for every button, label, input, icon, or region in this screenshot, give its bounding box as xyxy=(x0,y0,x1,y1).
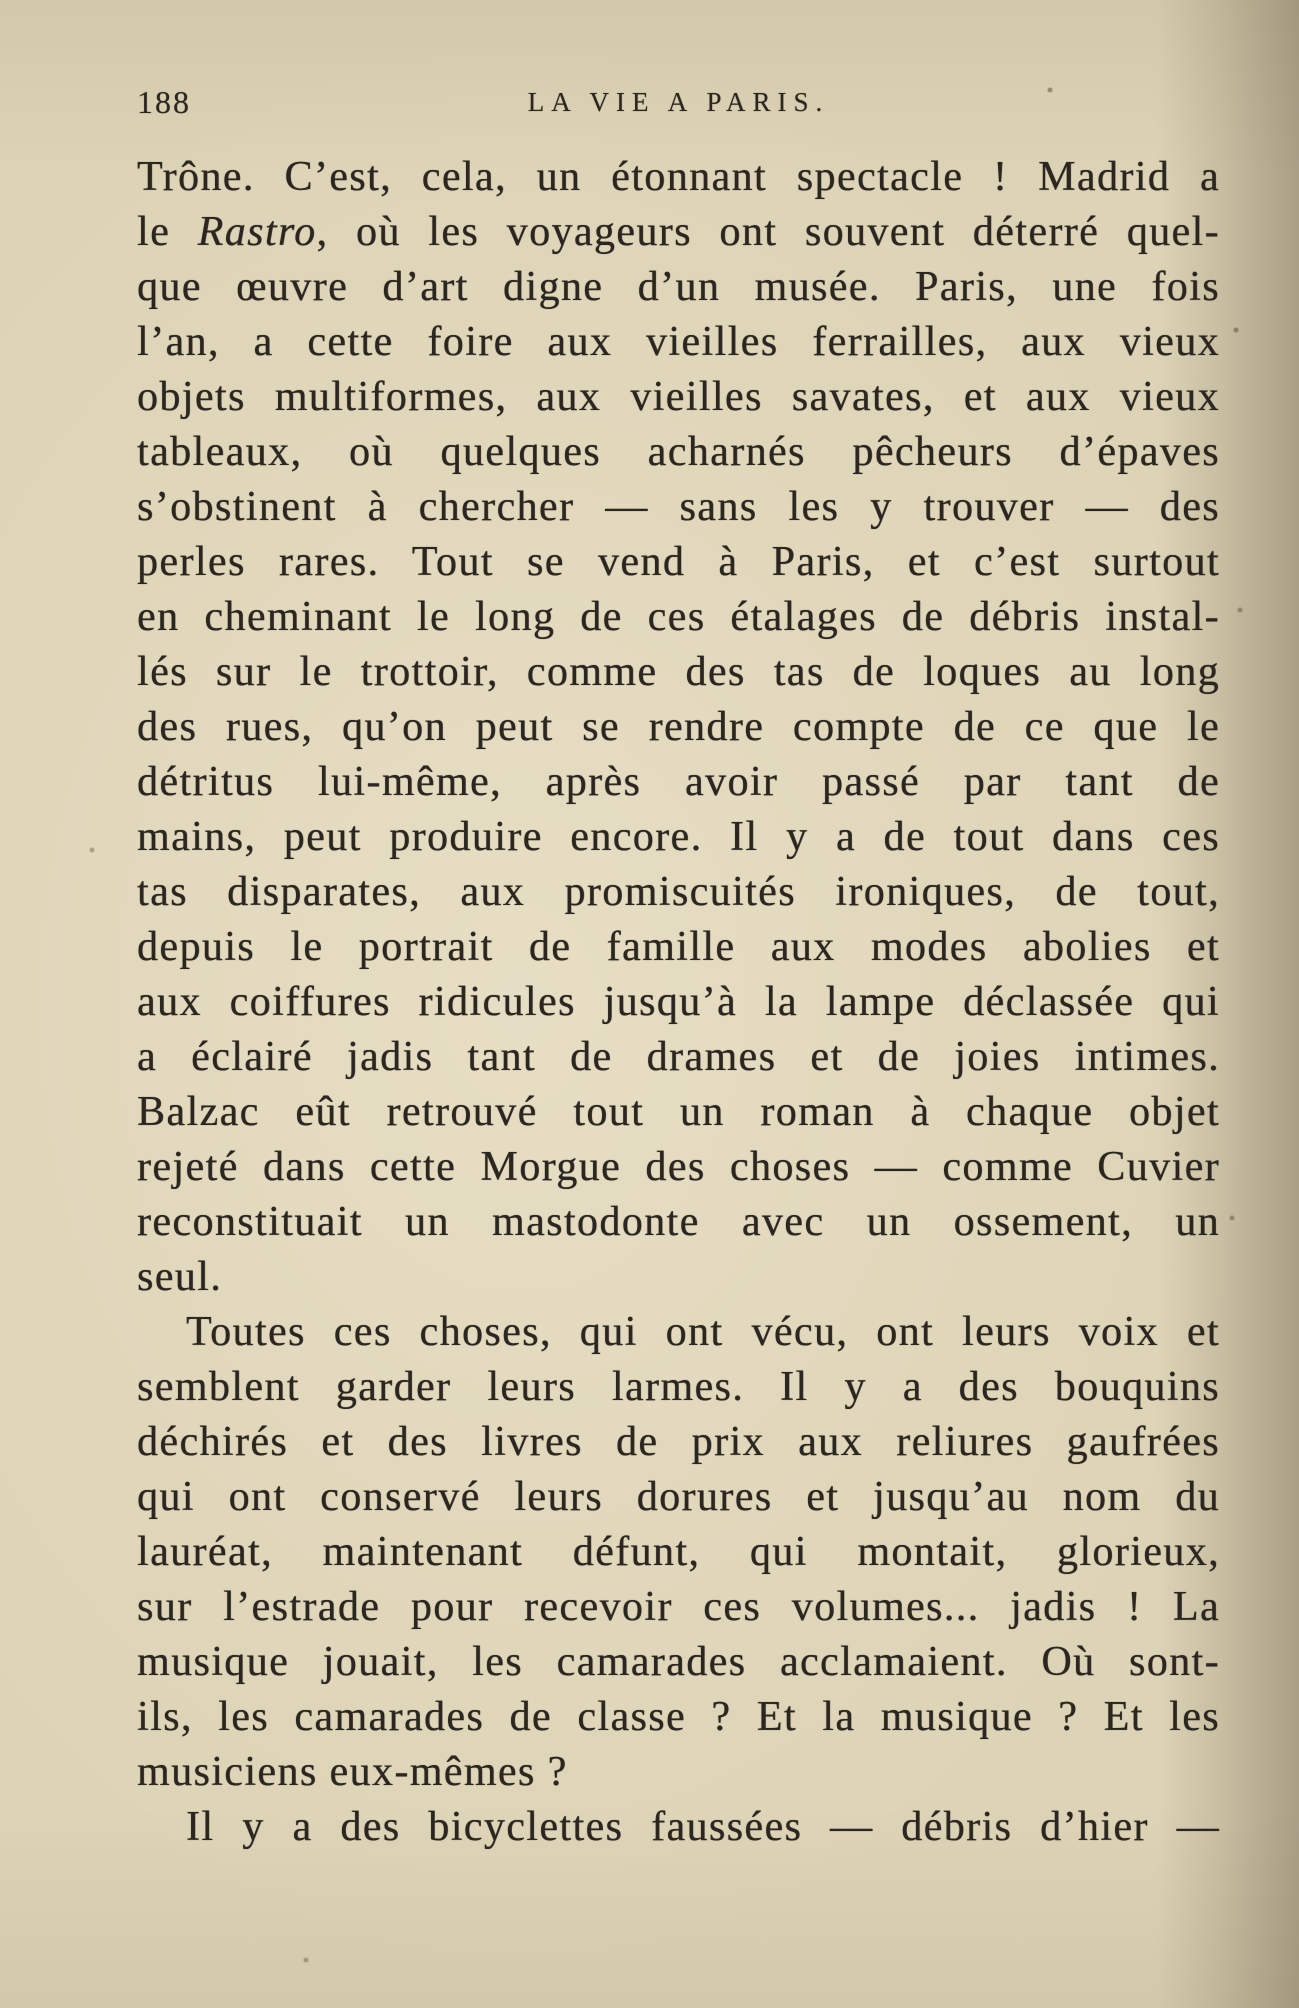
italic-word: Rastro xyxy=(197,209,317,255)
text-line: musiciens eux-mêmes ? xyxy=(137,1749,568,1795)
text-line: lés sur le trottoir, comme des tas de loques au long xyxy=(137,649,1220,695)
text-line: reconstituait un mastodonte avec un ossement, un xyxy=(137,1199,1220,1245)
text-line: objets multiformes, aux vieilles savates, et aux vieux xyxy=(137,374,1220,420)
text-line: tableaux, où quelques acharnés pêcheurs d’épaves xyxy=(137,429,1220,475)
text-line: sur l’estrade pour recevoir ces volumes... jadis ! La xyxy=(137,1584,1220,1630)
text-line: aux coiffures ridicules jusqu’à la lampe déclassée qui xyxy=(137,979,1220,1025)
text-segment: , où les voyageurs ont souvent déterré quel- xyxy=(316,209,1221,255)
text-line: lauréat, maintenant défunt, qui montait, glorieux, xyxy=(137,1529,1220,1575)
text-line: ils, les camarades de classe ? Et la musique ? Et les xyxy=(137,1694,1220,1740)
paragraph xyxy=(137,1800,1220,1855)
text-line: qui ont conservé leurs dorures et jusqu’au nom du xyxy=(137,1474,1220,1520)
text-column xyxy=(137,150,1220,1855)
paragraph xyxy=(137,150,1220,1305)
text-line: s’obstinent à chercher — sans les y trouver — des xyxy=(137,484,1220,530)
text-line: l’an, a cette foire aux vieilles ferrailles, aux vieux xyxy=(137,319,1220,365)
text-line: tas disparates, aux promiscuités ironiques, de tout, xyxy=(137,869,1220,915)
text-line xyxy=(137,205,1220,260)
text-line: Balzac eût retrouvé tout un roman à chaque objet xyxy=(137,1089,1220,1135)
text-line: en cheminant le long de ces étalages de débris instal- xyxy=(137,594,1220,640)
text-line: musique jouait, les camarades acclamaient. Où sont- xyxy=(137,1639,1220,1685)
text-line: seul. xyxy=(137,1254,223,1300)
text-line: Il y a des bicyclettes faussées — débris d’hier — xyxy=(186,1804,1220,1850)
text-line: mains, peut produire encore. Il y a de tout dans ces xyxy=(137,814,1220,860)
running-head: LA VIE A PARIS. xyxy=(527,87,830,117)
text-line: semblent garder leurs larmes. Il y a des bouquins xyxy=(137,1364,1220,1410)
text-segment: le xyxy=(137,209,198,255)
text-line: rejeté dans cette Morgue des choses — comme Cuvier xyxy=(137,1144,1220,1190)
text-line: détritus lui-même, après avoir passé par tant de xyxy=(137,759,1220,805)
text-line: que œuvre d’art digne d’un musée. Paris, une fois xyxy=(137,264,1220,310)
text-line: déchirés et des livres de prix aux reliures gaufrées xyxy=(137,1419,1220,1465)
page-number: 188 xyxy=(137,84,191,120)
text-line: Trône. C’est, cela, un étonnant spectacle ! Madrid a xyxy=(137,154,1220,200)
text-line: Toutes ces choses, qui ont vécu, ont leurs voix et xyxy=(186,1309,1220,1355)
text-line: a éclairé jadis tant de drames et de joies intimes. xyxy=(137,1034,1220,1080)
text-line: depuis le portrait de famille aux modes abolies et xyxy=(137,924,1220,970)
page-header xyxy=(137,84,1220,120)
paragraph xyxy=(137,1305,1220,1800)
text-line: des rues, qu’on peut se rendre compte de ce que le xyxy=(137,704,1220,750)
text-line: perles rares. Tout se vend à Paris, et c’est surtout xyxy=(137,539,1220,585)
